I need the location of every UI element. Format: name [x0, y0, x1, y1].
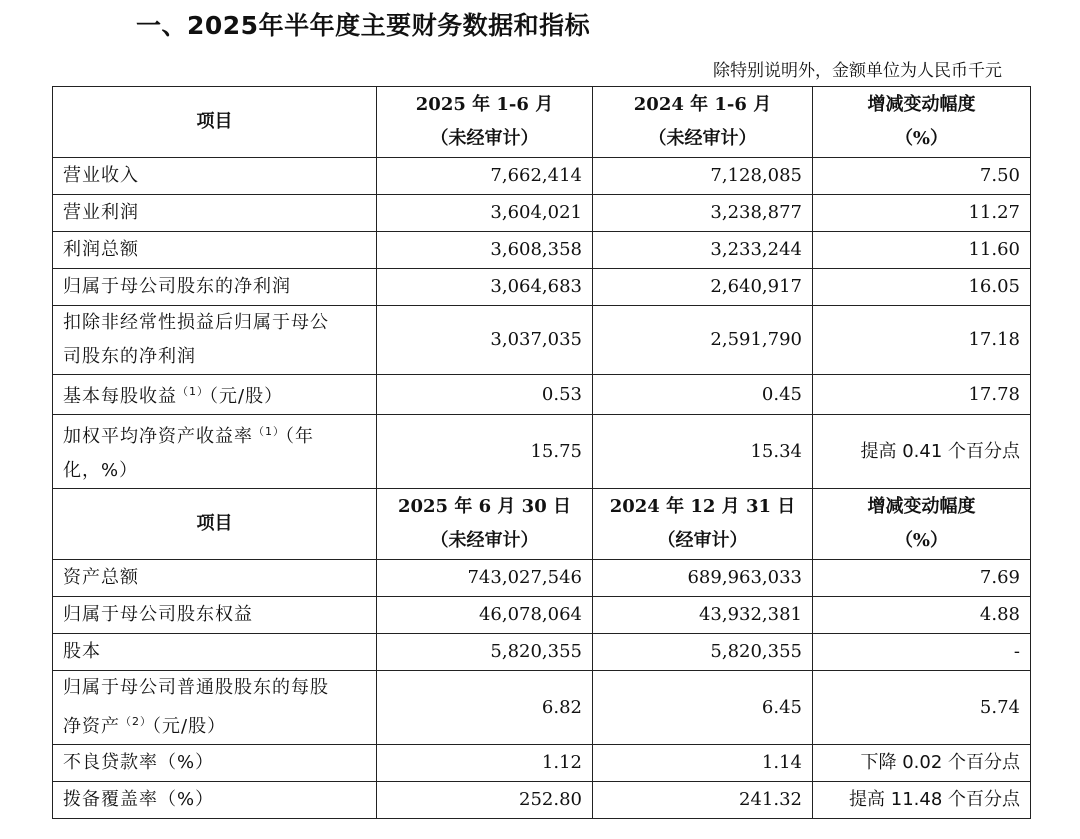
value-cell: 3,064,683	[377, 269, 593, 306]
value-cell: 15.34	[593, 415, 813, 489]
header-col3: 增减变动幅度 （%）	[813, 87, 1031, 158]
row-label: 基本每股收益$^{(1)}$（元/股）	[53, 375, 377, 415]
footnote-marker: （1）	[177, 385, 209, 398]
row-label: 归属于母公司普通股股东的每股 净资产$^{(2)}$（元/股）	[53, 671, 377, 745]
value-cell: 252.80	[377, 782, 593, 819]
table-row	[53, 560, 1031, 597]
value-cell: 689,963,033	[593, 560, 813, 597]
change-cell: 7.50	[813, 158, 1031, 195]
row-label: 不良贷款率（%）	[53, 745, 377, 782]
value-cell: 46,078,064	[377, 597, 593, 634]
row-label: 利润总额	[53, 232, 377, 269]
change-cell: 17.18	[813, 306, 1031, 375]
row-label: 扣除非经常性损益后归属于母公 司股东的净利润	[53, 306, 377, 375]
unit-note: 除特别说明外，金额单位为人民币千元	[713, 61, 1002, 81]
value-cell: 3,608,358	[377, 232, 593, 269]
value-cell: 7,128,085	[593, 158, 813, 195]
table-row	[53, 158, 1031, 195]
value-cell: 3,233,244	[593, 232, 813, 269]
change-cell: -	[813, 634, 1031, 671]
value-cell: 3,604,021	[377, 195, 593, 232]
value-cell: 3,238,877	[593, 195, 813, 232]
value-cell: 6.82	[377, 671, 593, 745]
table-row	[53, 745, 1031, 782]
change-cell: 17.78	[813, 375, 1031, 415]
value-cell: 1.14	[593, 745, 813, 782]
header-col1: 2025 年 1-6 月 （未经审计）	[377, 87, 593, 158]
change-cell: 提高 11.48 个百分点	[813, 782, 1031, 819]
table-row	[53, 782, 1031, 819]
change-cell: 16.05	[813, 269, 1031, 306]
value-cell: 241.32	[593, 782, 813, 819]
value-cell: 5,820,355	[377, 634, 593, 671]
value-cell: 2,591,790	[593, 306, 813, 375]
row-label: 资产总额	[53, 560, 377, 597]
table-row	[53, 671, 1031, 745]
change-cell: 下降 0.02 个百分点	[813, 745, 1031, 782]
header-item: 项目	[53, 489, 377, 560]
header-col1: 2025 年 6 月 30 日 （未经审计）	[377, 489, 593, 560]
row-label: 加权平均净资产收益率$^{(1)}$（年 化，%）	[53, 415, 377, 489]
row-label: 归属于母公司股东的净利润	[53, 269, 377, 306]
header-col2: 2024 年 1-6 月 （未经审计）	[593, 87, 813, 158]
table1-header-row	[53, 87, 1031, 158]
row-label: 营业利润	[53, 195, 377, 232]
value-cell: 1.12	[377, 745, 593, 782]
row-label: 股本	[53, 634, 377, 671]
table-row	[53, 634, 1031, 671]
value-cell: 5,820,355	[593, 634, 813, 671]
value-cell: 2,640,917	[593, 269, 813, 306]
change-cell: 5.74	[813, 671, 1031, 745]
change-cell: 提高 0.41 个百分点	[813, 415, 1031, 489]
table-row	[53, 195, 1031, 232]
table2-header-row	[53, 489, 1031, 560]
value-cell: 43,932,381	[593, 597, 813, 634]
financial-table	[52, 86, 1031, 819]
table-row	[53, 375, 1031, 415]
value-cell: 743,027,546	[377, 560, 593, 597]
value-cell: 3,037,035	[377, 306, 593, 375]
value-cell: 0.53	[377, 375, 593, 415]
table-row	[53, 415, 1031, 489]
table-row	[53, 597, 1031, 634]
value-cell: 15.75	[377, 415, 593, 489]
change-cell: 11.60	[813, 232, 1031, 269]
table-row	[53, 269, 1031, 306]
row-label: 拨备覆盖率（%）	[53, 782, 377, 819]
table-row	[53, 232, 1031, 269]
value-cell: 7,662,414	[377, 158, 593, 195]
header-item: 项目	[53, 87, 377, 158]
header-col3: 增减变动幅度 （%）	[813, 489, 1031, 560]
change-cell: 4.88	[813, 597, 1031, 634]
value-cell: 0.45	[593, 375, 813, 415]
value-cell: 6.45	[593, 671, 813, 745]
header-col2: 2024 年 12 月 31 日 （经审计）	[593, 489, 813, 560]
change-cell: 7.69	[813, 560, 1031, 597]
footnote-marker: （1）	[253, 425, 285, 438]
row-label: 营业收入	[53, 158, 377, 195]
row-label: 归属于母公司股东权益	[53, 597, 377, 634]
change-cell: 11.27	[813, 195, 1031, 232]
footnote-marker: （2）	[120, 715, 152, 728]
section-title: 一、2025年半年度主要财务数据和指标	[136, 11, 591, 40]
table-row	[53, 306, 1031, 375]
